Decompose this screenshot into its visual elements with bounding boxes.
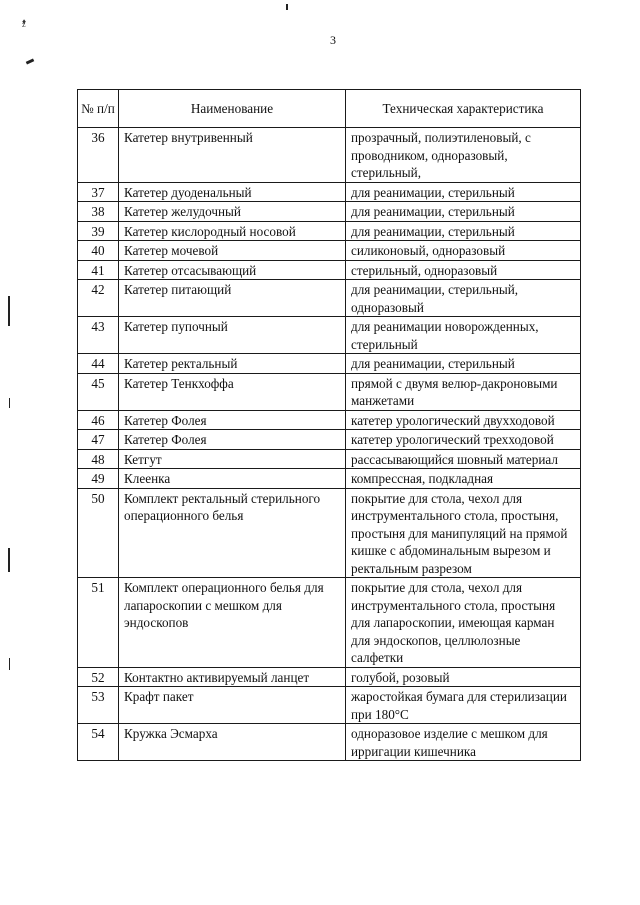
- row-number: 37: [78, 182, 119, 202]
- row-number: 39: [78, 221, 119, 241]
- table-row: [78, 667, 581, 687]
- row-name: Катетер Фолея: [119, 430, 346, 450]
- header-number: № п/п: [78, 90, 119, 128]
- row-spec: для реанимации, стерильный: [346, 202, 581, 222]
- table-row: [78, 373, 581, 410]
- row-spec: прозрачный, полиэтиленовый, с проводником, одноразовый, стерильный,: [346, 128, 581, 183]
- row-name: Катетер дуоденальный: [119, 182, 346, 202]
- table-row: [78, 128, 581, 183]
- row-number: 44: [78, 354, 119, 374]
- table-row: [78, 317, 581, 354]
- row-spec: голубой, розовый: [346, 667, 581, 687]
- row-number: 36: [78, 128, 119, 183]
- scan-artifact-mark: [286, 4, 288, 10]
- row-name: Катетер пупочный: [119, 317, 346, 354]
- row-spec: рассасывающийся шовный материал: [346, 449, 581, 469]
- table-row: [78, 687, 581, 724]
- row-name: Катетер внутривенный: [119, 128, 346, 183]
- table-row: [78, 724, 581, 761]
- row-name: Комплект операционного белья для лапароскопии с мешком для эндоскопов: [119, 578, 346, 668]
- scan-artifact-mark: [8, 296, 10, 326]
- row-number: 50: [78, 488, 119, 578]
- table-row: [78, 469, 581, 489]
- row-name: Катетер Фолея: [119, 410, 346, 430]
- row-name: Контактно активируемый ланцет: [119, 667, 346, 687]
- row-number: 42: [78, 280, 119, 317]
- row-name: Катетер мочевой: [119, 241, 346, 261]
- row-number: 41: [78, 260, 119, 280]
- table-header: [78, 90, 581, 128]
- row-spec: для реанимации, стерильный: [346, 221, 581, 241]
- table-body: [78, 128, 581, 761]
- row-number: 53: [78, 687, 119, 724]
- row-number: 54: [78, 724, 119, 761]
- table-row: [78, 578, 581, 668]
- table-row: [78, 221, 581, 241]
- table-header-row: [78, 90, 581, 128]
- row-spec: покрытие для стола, чехол для инструментального стола, простыня для лапароскопии, имеющая карман для эндоскопов, целлюлозные салфетки: [346, 578, 581, 668]
- row-number: 49: [78, 469, 119, 489]
- row-spec: одноразовое изделие с мешком для ирригации кишечника: [346, 724, 581, 761]
- row-spec: катетер урологический трехходовой: [346, 430, 581, 450]
- table-row: [78, 202, 581, 222]
- row-spec: стерильный, одноразовый: [346, 260, 581, 280]
- row-name: Кружка Эсмарха: [119, 724, 346, 761]
- row-name: Катетер отсасывающий: [119, 260, 346, 280]
- header-name: Наименование: [119, 90, 346, 128]
- equipment-table: [77, 89, 581, 761]
- page-number: 3: [330, 33, 336, 47]
- row-number: 40: [78, 241, 119, 261]
- row-number: 51: [78, 578, 119, 668]
- row-number: 45: [78, 373, 119, 410]
- row-spec: силиконовый, одноразовый: [346, 241, 581, 261]
- row-spec: покрытие для стола, чехол для инструментального стола, простыня, простыня для манипуляций на прямой кишке с абдоминальным вырезом и ректальным разрезом: [346, 488, 581, 578]
- row-name: Клеенка: [119, 469, 346, 489]
- row-name: Катетер Тенкхоффа: [119, 373, 346, 410]
- table-row: [78, 449, 581, 469]
- table-row: [78, 182, 581, 202]
- row-number: 38: [78, 202, 119, 222]
- row-name: Катетер кислородный носовой: [119, 221, 346, 241]
- row-name: Крафт пакет: [119, 687, 346, 724]
- table-row: [78, 488, 581, 578]
- row-spec: катетер урологический двухходовой: [346, 410, 581, 430]
- scan-artifact-mark: [8, 548, 10, 572]
- table-row: [78, 430, 581, 450]
- row-name: Комплект ректальный стерильного операционного белья: [119, 488, 346, 578]
- row-spec: прямой с двумя велюр-дакроновыми манжетами: [346, 373, 581, 410]
- row-spec: жаростойкая бумага для стерилизации при 180°С: [346, 687, 581, 724]
- scan-artifact-mark: [26, 58, 35, 64]
- row-spec: для реанимации новорожденных, стерильный: [346, 317, 581, 354]
- corner-mark: ♦ z: [22, 17, 27, 29]
- row-name: Катетер ректальный: [119, 354, 346, 374]
- row-spec: для реанимации, стерильный: [346, 354, 581, 374]
- row-number: 46: [78, 410, 119, 430]
- table-row: [78, 241, 581, 261]
- header-spec: Техническая характеристика: [346, 90, 581, 128]
- row-number: 47: [78, 430, 119, 450]
- row-number: 48: [78, 449, 119, 469]
- row-name: Кетгут: [119, 449, 346, 469]
- row-name: Катетер питающий: [119, 280, 346, 317]
- row-spec: компрессная, подкладная: [346, 469, 581, 489]
- table-row: [78, 280, 581, 317]
- row-spec: для реанимации, стерильный, одноразовый: [346, 280, 581, 317]
- table-row: [78, 354, 581, 374]
- table-row: [78, 410, 581, 430]
- row-name: Катетер желудочный: [119, 202, 346, 222]
- row-number: 43: [78, 317, 119, 354]
- scan-artifact-mark: [9, 658, 10, 670]
- scan-artifact-mark: [9, 398, 10, 408]
- table-row: [78, 260, 581, 280]
- row-number: 52: [78, 667, 119, 687]
- row-spec: для реанимации, стерильный: [346, 182, 581, 202]
